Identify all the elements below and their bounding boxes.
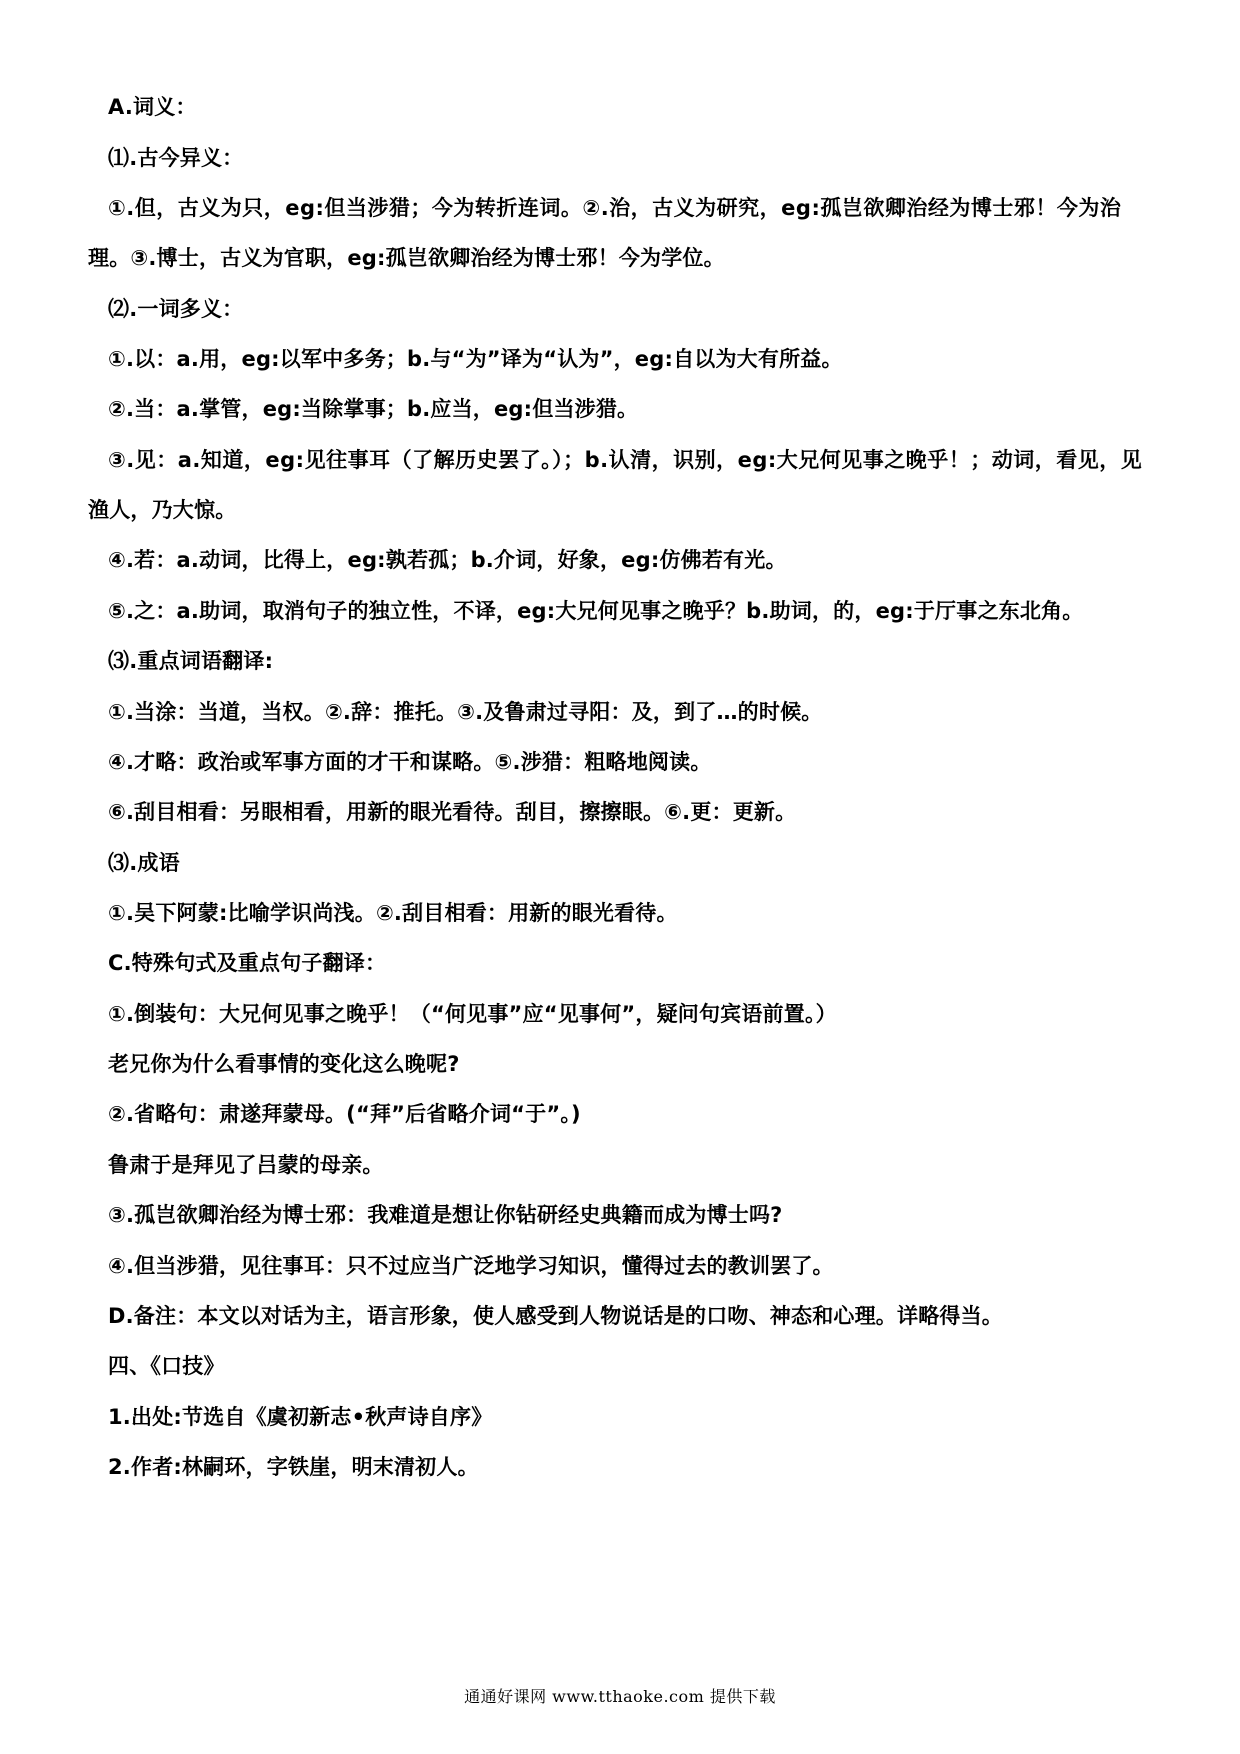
section-heading-special-sentences: C.特殊句式及重点句子翻译： [108, 951, 387, 975]
text-line: ①.以：a.用，eg:以军中多务；b.与“为”译为“认为”，eg:自以为大有所益。 [108, 347, 843, 371]
subheading-polysemy: ⑵.一词多义： [108, 297, 244, 321]
section-heading-kouji: 四、《口技》 [108, 1354, 225, 1378]
text-line: ①.倒装句：大兄何见事之晚乎！（“何见事”应“见事何”，疑问句宾语前置。） [108, 1002, 837, 1026]
section-heading-word-meaning: A.词义： [108, 95, 197, 119]
text-line: ④.才略：政治或军事方面的才干和谋略。⑤.涉猎：粗略地阅读。 [108, 750, 712, 774]
text-line: ①.吴下阿蒙:比喻学识尚浅。②.刮目相看：用新的眼光看待。 [108, 901, 678, 925]
text-line: 理。③.博士，古义为官职，eg:孤岂欲卿治经为博士邪！今为学位。 [88, 246, 725, 270]
page-footer: 通通好课网 www.tthaoke.com 提供下载 [464, 1687, 776, 1706]
text-line: 老兄你为什么看事情的变化这么晚呢? [108, 1052, 460, 1076]
text-line: ④.若：a.动词，比得上，eg:孰若孤；b.介词，好象，eg:仿佛若有光。 [108, 548, 787, 572]
text-line: 1.出处:节选自《虞初新志•秋声诗自序》 [108, 1405, 493, 1429]
section-heading-notes: D.备注：本文以对话为主，语言形象，使人感受到人物说话是的口吻、神态和心理。详略得当。 [108, 1304, 1004, 1328]
text-line: 2.作者:林嗣环，字铁崖，明末清初人。 [108, 1455, 479, 1479]
text-line: 渔人，乃大惊。 [88, 498, 237, 522]
subheading-key-word-translation: ⑶.重点词语翻译: [108, 649, 274, 673]
text-line: ③.孤岂欲卿治经为博士邪：我难道是想让你钻研经史典籍而成为博士吗? [108, 1203, 783, 1227]
subheading-idioms: ⑶.成语 [108, 851, 180, 875]
text-line: 鲁肃于是拜见了吕蒙的母亲。 [108, 1153, 384, 1177]
text-line: ⑤.之：a.助词，取消句子的独立性，不译，eg:大兄何见事之晚乎？b.助词，的，eg:于厅事之东北角。 [108, 599, 1084, 623]
text-line: ①.但，古义为只，eg:但当涉猎；今为转折连词。②.治，古义为研究，eg:孤岂欲卿治经为博士邪！今为治 [108, 196, 1122, 220]
text-line: ⑥.刮目相看：另眼相看，用新的眼光看待。刮目，擦擦眼。⑥.更：更新。 [108, 800, 797, 824]
text-line: ②.当：a.掌管，eg:当除掌事；b.应当，eg:但当涉猎。 [108, 397, 639, 421]
text-line: ④.但当涉猎，见往事耳：只不过应当广泛地学习知识，懂得过去的教训罢了。 [108, 1254, 834, 1278]
text-line: ②.省略句：肃遂拜蒙母。(“拜”后省略介词“于”。) [108, 1102, 581, 1126]
text-line: ①.当涂：当道，当权。②.辞：推托。③.及鲁肃过寻阳：及，到了…的时候。 [108, 700, 823, 724]
text-line: ③.见：a.知道，eg:见往事耳（了解历史罢了。）；b.认清，识别，eg:大兄何见事之晚乎！；动词，看见，见 [108, 448, 1143, 472]
subheading-ancient-modern-meaning: ⑴.古今异义： [108, 146, 244, 170]
